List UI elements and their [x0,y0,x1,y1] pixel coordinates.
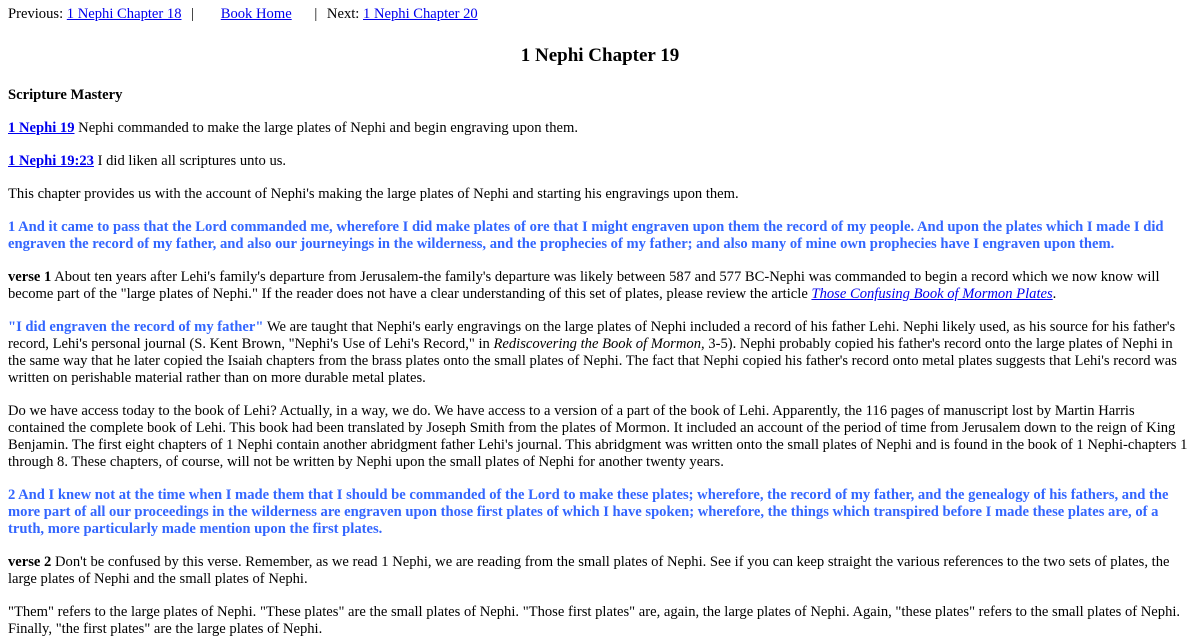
previous-label: Previous: [8,6,64,22]
commentary-text: We are taught that Nephi's early engravings on the large plates of Nephi included a record of his father Lehi. Nephi likely used, as his source for his father's record, Lehi's personal journal (S. Kent Brown, "Nephi's Use of Lehi's Record," in [8,319,1176,352]
book-title: Rediscovering the Book of Mormon [493,336,701,352]
verse-2-commentary [8,554,1192,588]
chapter-navigation [8,6,1192,24]
quote-label: "I did engraven the record of my father" [8,319,264,335]
mastery-text: Nephi commanded to make the large plates of Nephi and begin engraving upon them. [74,120,578,136]
mastery-item [8,153,1192,170]
commentary-end: . [1052,286,1057,302]
previous-chapter-link[interactable]: 1 Nephi Chapter 18 [66,6,182,22]
commentary-text: , 3-5). Nephi probably copied his father's record onto the large plates of Nephi in the same way that he later copied the Isaiah chapters from the brass plates onto the small plates of Nephi. The fact that Nephi copied his father's record onto metal plates suggests that Lehi's record was written on perishable material rather than on more durable metal plates. [8,336,1177,386]
engraven-commentary [8,319,1192,387]
next-chapter-link[interactable]: 1 Nephi Chapter 20 [363,6,478,22]
page-title: 1 Nephi Chapter 19 [520,45,680,66]
nav-separator: | [191,6,195,22]
verse-1-scripture: 1 And it came to pass that the Lord commanded me, wherefore I did make plates of ore that I might engraven upon them the record of my people. And upon the plates which I made I did engraven the record of my father, and also our journeyings in the wilderness, and the prophecies of my father; and also many of mine own prophecies have I engraven upon them. [8,219,1164,252]
mastery-item [8,120,1192,137]
book-home-link[interactable]: Book Home [220,6,292,22]
plates-article-link[interactable]: Those Confusing Book of Mormon Plates [811,286,1053,302]
commentary-text: About ten years after Lehi's family's departure from Jerusalem-the family's departure was likely between 587 and 577 BC-Nephi was commanded to begin a record which we now know will become part of the "large plates of Nephi." If the reader does not have a clear understanding of this set of plates, please review the article [8,269,1160,302]
verse-label: verse 1 [8,269,52,285]
scripture-mastery-heading: Scripture Mastery [8,87,123,103]
book-of-lehi-paragraph: Do we have access today to the book of Lehi? Actually, in a way, we do. We have access to a version of a part of the book of Lehi. Apparently, the 116 pages of manuscript lost by Martin Harris contained the complete book of Lehi. This book had been translated by Joseph Smith from the plates of Mormon. It included an account of the period of time from Jerusalem down to the reign of King Benjamin. The first eight chapters of 1 Nephi contain another abridgment father Lehi's journal. This abridgment was written onto the small plates of Nephi and is found in the book of 1 Nephi-chapters 1 through 8. These chapters, of course, will not be written by Nephi upon the small plates of Nephi for another twenty years. [8,403,1188,470]
mastery-text: I did liken all scriptures unto us. [93,153,287,169]
chapter-intro: This chapter provides us with the account of Nephi's making the large plates of Nephi and starting his engravings upon them. [8,186,739,202]
verse-2-scripture: 2 And I knew not at the time when I made them that I should be commanded of the Lord to make these plates; wherefore, the record of my father, and the genealogy of his fathers, and the more part of all our proceedings in the wilderness are engraven upon those first plates of which I have spoken; wherefore, the things which transpired before I made these plates are, of a truth, more particularly made mention upon the first plates. [8,487,1169,537]
nav-separator: | [314,6,318,22]
verse-label: verse 2 [8,554,52,570]
next-label: Next: [326,6,360,22]
commentary-text: Don't be confused by this verse. Remember, as we read 1 Nephi, we are reading from the small plates of Nephi. See if you can keep straight the various references to the two sets of plates, the large plates of Nephi and the small plates of Nephi. [8,554,1170,587]
mastery-ref-link[interactable]: 1 Nephi 19:23 [8,153,94,169]
mastery-ref-link[interactable]: 1 Nephi 19 [8,120,75,136]
verse-1-commentary [8,269,1192,303]
plates-explanation-paragraph: "Them" refers to the large plates of Nephi. "These plates" are the small plates of Nephi. "Those first plates" are, again, the large plates of Nephi. Again, "these plates" refers to the small plates of Nephi. Finally, "the first plates" are the large plates of Nephi. [8,604,1181,637]
